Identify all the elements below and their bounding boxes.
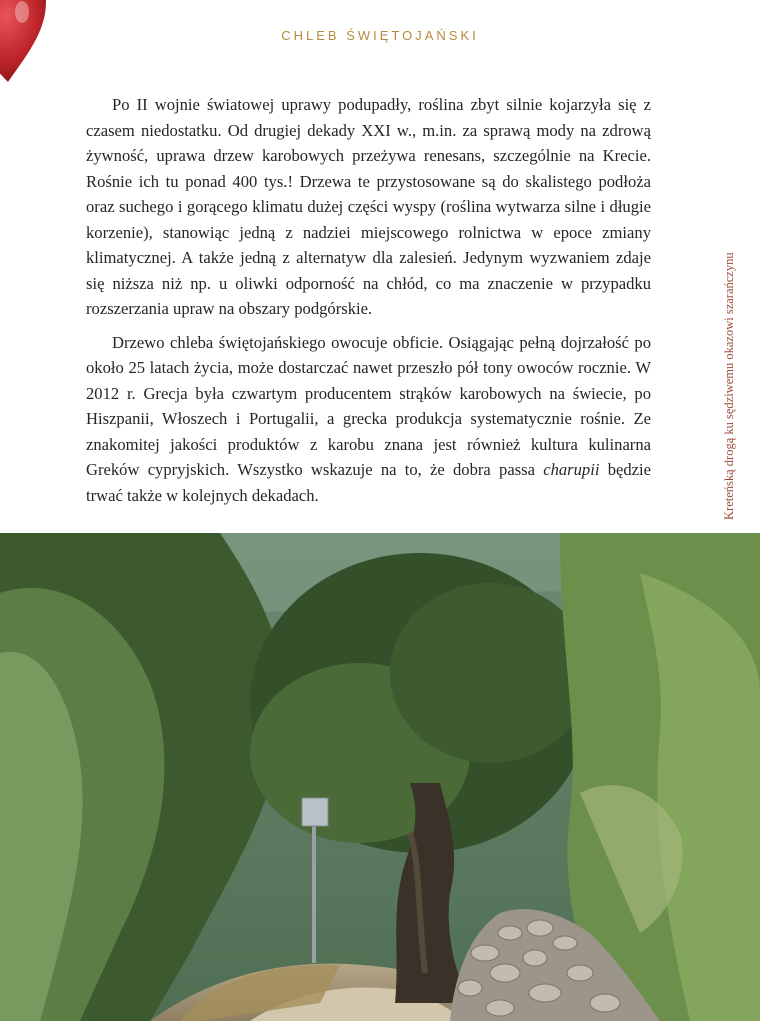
paragraph-1: Po II wojnie światowej uprawy podupadły, roślina zbyt silnie kojarzyła się z czasem niedostatku. Od drugiej dekady XXI w., m.in. za sprawą mody na zdrową żywność, uprawa drzew karobowych przeżywa renesans, szczególnie na Krecie. Rośnie ich tu ponad 400 tys.! Drzewa te przystosowane są do skalistego podłoża oraz suchego i gorącego klimatu dużej części wyspy (roślina wytwarza silne i długie korzenie), stanowiąc jedną z nadziei miejscowego rolnictwa w epoce zmiany klimatycznej. A także jedną z alternatyw dla zalesień. Jedynym wyzwaniem zdaje się niższa niż np. u oliwki odporność na chłód, co ma znaczenie w przypadku rozszerzania upraw na obszary podgórskie.	[86, 95, 651, 318]
photo-caption: Kreteńską drogą ku sędziwemu okazowi szarańczynu	[722, 252, 736, 520]
body-text	[86, 92, 651, 508]
olive-path-photo	[0, 533, 760, 1021]
paragraph-2	[86, 330, 651, 509]
paragraph-2-text-a: Drzewo chleba świętojańskiego owocuje obficie. Osiągając pełną dojrzałość po około 25 latach życia, może dostarczać nawet przeszło pół tony owoców rocznie. W 2012 r. Grecja była czwartym producentem strąków karobowych na świecie, po Hiszpanii, Włoszech i Portugalii, a grecka produkcja systematycznie rośnie. Ze znakomitej jakości produktów z karobu znana jest również kultura kulinarna Greków cypryjskich. Wszystko wskazuje na to, że dobra passa	[86, 332, 651, 479]
running-head: CHLEB ŚWIĘTOJAŃSKI	[281, 28, 479, 43]
olive-path-photo-illustration	[0, 533, 760, 1021]
paragraph-2-text-b: będzie trwać także w kolejnych dekadach.	[86, 460, 651, 505]
paragraph-2-italic-term: charupii	[543, 460, 600, 479]
